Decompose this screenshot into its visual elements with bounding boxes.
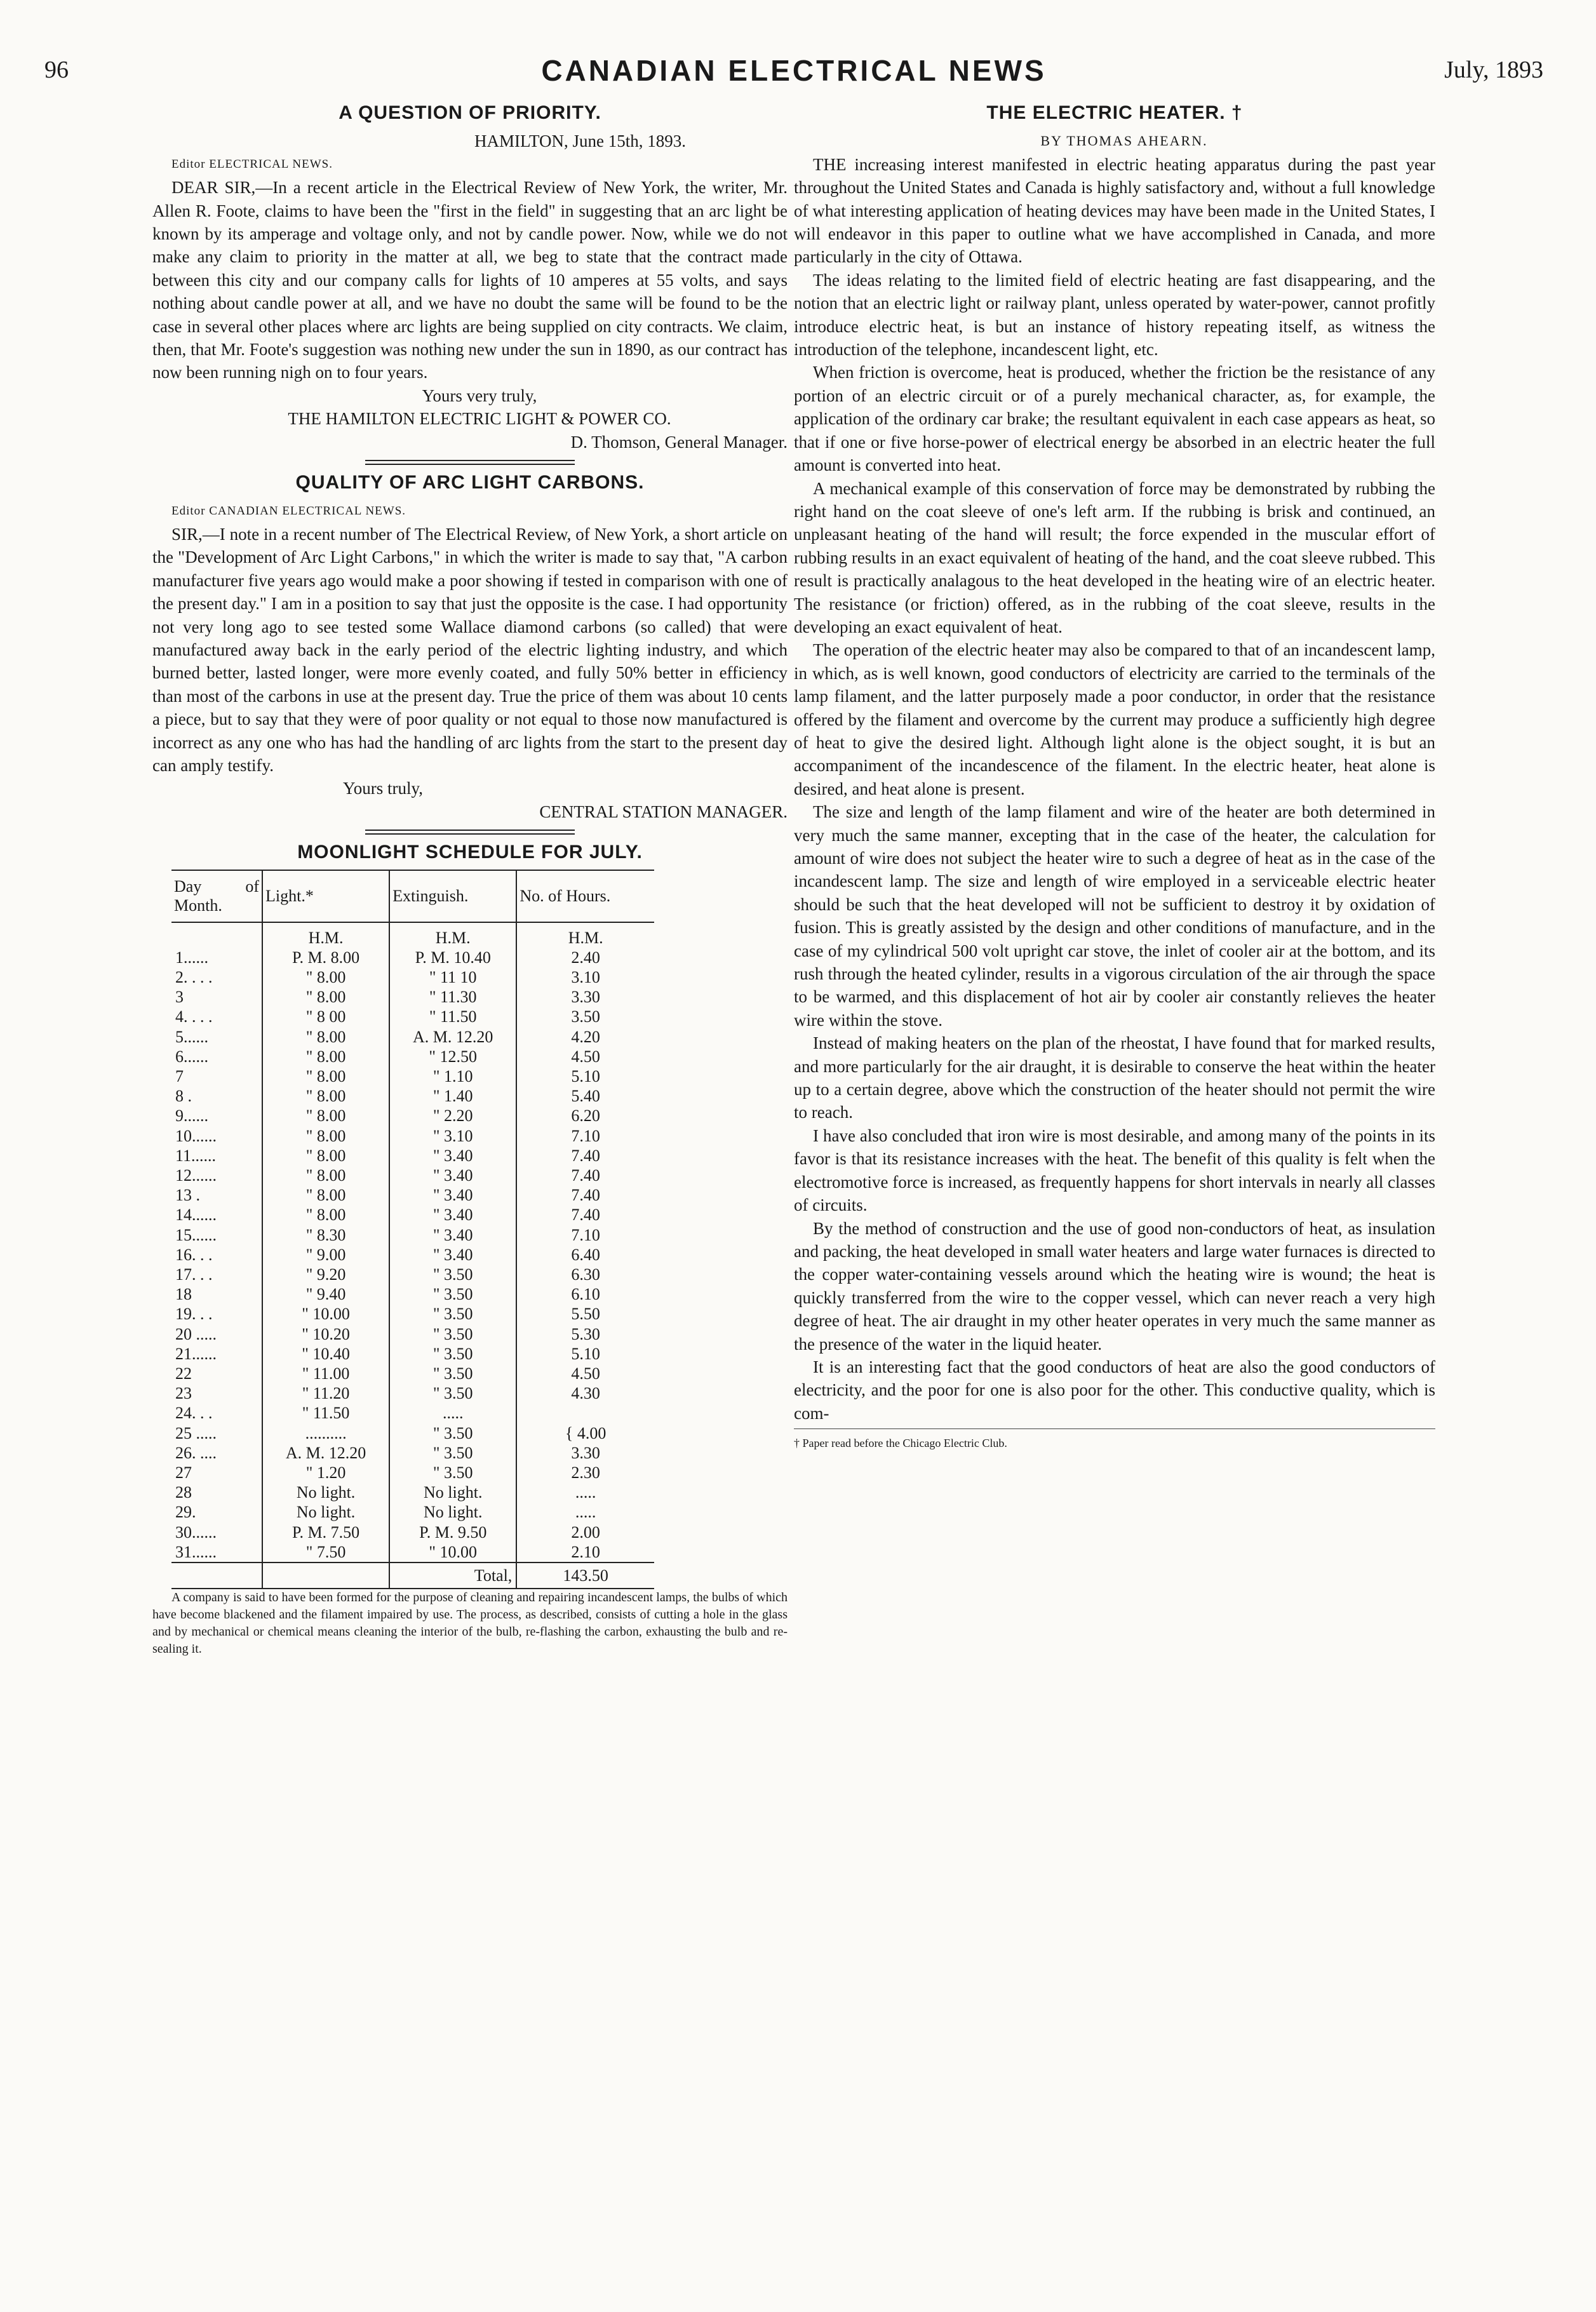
priority-company: THE HAMILTON ELECTRIC LIGHT & POWER CO. <box>288 409 671 429</box>
table-cell: " 3.50 <box>389 1284 516 1304</box>
priority-signature: D. Thomson, General Manager. <box>570 432 788 452</box>
table-cell: " 8 00 <box>262 1007 389 1026</box>
paragraph: It is an interesting fact that the good conductors of heat are also the good conductors of electricity, and the poor for one is also poor for the other. This conductive quality, which is com- <box>794 1357 1435 1423</box>
priority-title: A QUESTION OF PRIORITY. <box>339 102 601 123</box>
table-cell: " 8.00 <box>262 1185 389 1205</box>
total-label: Total, <box>389 1563 516 1589</box>
table-row <box>171 1146 654 1166</box>
table-cell: " 9.20 <box>262 1265 389 1284</box>
paragraph: The operation of the electric heater may also be compared to that of an incandescent lamp, in which, as is well known, good conductors of electricity are carried to the terminals of the lamp filament, and the latter purposely made a poor conductor, in order that the resistance offered by the filament and overcome by the current may produce a sufficiently high degree of heat to give the desired light. Although light alone is the object sought, it is but an accompaniment of the incandescence of the filament. In the electric heater, heat alone is desired, and heat alone is present. <box>794 640 1435 798</box>
table-cell: 26. .... <box>175 1443 217 1462</box>
page-number: 96 <box>44 57 69 83</box>
table-cell: P. M. 8.00 <box>262 948 389 967</box>
table-cell: " 2.20 <box>389 1106 516 1126</box>
heater-footnote: † Paper read before the Chicago Electric Club. <box>794 1428 1435 1455</box>
table-cell: 6.30 <box>516 1265 654 1284</box>
priority-closing: Yours very truly, <box>422 386 537 405</box>
priority-body: DEAR SIR,—In a recent article in the Electrical Review of New York, the writer, Mr. Allen R. Foote, claims to have been the "first in the field" in suggesting that an arc light be known by its amperage and voltage only, and not by candle power. Now, while we do not make any claim to priority in the matter at all, we beg to state that the contract made between this city and our company calls for lights of 10 amperes at 55 volts, and says nothing about candle power at all, and we have no doubt the same will be found to be the case in several other places where arc lights are being supplied on city contracts. We claim, then, that Mr. Foote's suggestion was nothing new under the sun in 1890, as our contract has now been running nigh on to four years. <box>152 178 788 382</box>
section-divider <box>365 460 575 465</box>
table-cell: " 10.00 <box>262 1304 389 1324</box>
table-cell: 7.10 <box>516 1126 654 1146</box>
table-cell: " 3.50 <box>389 1344 516 1364</box>
table-cell: " 3.50 <box>389 1383 516 1403</box>
table-cell: 7.10 <box>516 1225 654 1245</box>
table-cell: 6.40 <box>516 1245 654 1265</box>
table-cell: 5.40 <box>516 1086 654 1106</box>
table-row <box>171 1126 654 1146</box>
table-cell: A. M. 12.20 <box>262 1443 389 1463</box>
unit-cell: H.M. <box>389 922 516 948</box>
table-cell: 9...... <box>175 1106 208 1126</box>
table-row <box>171 1086 654 1106</box>
table-row <box>171 1245 654 1265</box>
heater-byline: BY THOMAS AHEARN. <box>1040 133 1208 149</box>
table-cell: 3.30 <box>516 1443 654 1463</box>
table-cell: 3.50 <box>516 1007 654 1026</box>
table-cell: P. M. 7.50 <box>262 1522 389 1542</box>
table-cell: 2.40 <box>516 948 654 967</box>
table-row <box>171 1463 654 1482</box>
table-cell: " 8.00 <box>262 1126 389 1146</box>
table-cell: " 3.40 <box>389 1205 516 1225</box>
page-header <box>44 56 1543 88</box>
table-cell: 2.10 <box>516 1542 654 1563</box>
table-cell: " 3.40 <box>389 1185 516 1205</box>
table-cell: 14...... <box>175 1206 217 1225</box>
table-row <box>171 1344 654 1364</box>
paragraph: A mechanical example of this conservation of force may be demonstrated by rubbing the right hand on the coat sleeve of one's left arm. If the rubbing is brisk and continued, an unpleasant heating of the hand will result; the force expended in the muscular effort of rubbing results in an exact equivalent of heating of the hand, and the coat sleeve rubbed. This result is practically analagous to the heat developed in the heating wire of an electric heater. The resistance (or friction) offered, as in the rubbing of the coat sleeve, results in the developing an exact equivalent of heat. <box>794 478 1435 636</box>
table-cell: " 3.50 <box>389 1265 516 1284</box>
paragraph: I have also concluded that iron wire is most desirable, and among many of the points in its favor is that its resistance increases with the heat. The benefit of this quality is felt when the electromotive force is increased, as frequently happens for short intervals in nearly all classes of circuits. <box>794 1126 1435 1215</box>
table-cell: 10...... <box>175 1126 217 1145</box>
table-cell: " 9.40 <box>262 1284 389 1304</box>
table-cell: " 9.00 <box>262 1245 389 1265</box>
table-cell: " 8.00 <box>262 987 389 1007</box>
table-row <box>171 1443 654 1463</box>
table-cell: ..... <box>516 1482 654 1502</box>
table-cell: 16. . . <box>175 1245 213 1264</box>
table-row <box>171 1482 654 1502</box>
table-row <box>171 1066 654 1086</box>
table-cell: " 11 10 <box>389 967 516 987</box>
table-cell: 4. . . . <box>175 1007 213 1026</box>
table-cell: 7 <box>175 1067 184 1086</box>
table-cell: " 3.40 <box>389 1146 516 1166</box>
paragraph: By the method of construction and the use of good non-conductors of heat, as insulation and packing, the heat developed in small water heaters and large water furnaces is directed to the copper water-containing vessels around which the heating wire is wound; the heat is quickly transferred from the wire to the copper vessel, which can never reach a very high degree of heat. The air draught in my other heater operates in very much the same manner as the presence of the water in the liquid heater. <box>794 1218 1435 1354</box>
table-cell: 24. . . <box>175 1404 213 1423</box>
table-cell: " 3.50 <box>389 1443 516 1463</box>
table-row <box>171 1304 654 1324</box>
table-cell: 3.10 <box>516 967 654 987</box>
paragraph: The size and length of the lamp filament and wire of the heater are both determined in very much the same manner, excepting that in the case of the heater, the calculation for amount of wire does not subject the heater wire to such a degree of heat as in the case of the incandescent lamp. The size and length of wire employed in a serviceable electric heater should be such that the heat developed will not be sufficient to destroy it by oxidation of fusion. This is greatly assisted by the design and other conditions of manufacture, and in the case of my cylindrical 500 volt upright car stove, the inlet of cooler air at the bottom, and its rush through the heated cylinder, results in a vigorous circulation of the air through the space to be warmed, and this displacement of hot air by cooler air constantly relieves the heater wire within the stove. <box>794 802 1435 1030</box>
paragraph: When friction is overcome, heat is produced, whether the friction be the resistance of any portion of an electric circuit or of a purely mechanical character, as, for example, the application of the ordinary car brake; the resultant equivalent in each case appears as heat, so that if one or five horse-power of electrical energy be absorbed in an electric heater the full amount is converted into heat. <box>794 363 1435 475</box>
left-column <box>152 95 788 1658</box>
table-cell: 4.50 <box>516 1047 654 1066</box>
table-cell: " 11.00 <box>262 1364 389 1383</box>
table-cell: " 11.30 <box>389 987 516 1007</box>
table-cell: " 11.50 <box>389 1007 516 1026</box>
table-cell: A. M. 12.20 <box>389 1027 516 1047</box>
table-cell: " 1.10 <box>389 1066 516 1086</box>
carbons-title: QUALITY OF ARC LIGHT CARBONS. <box>295 472 645 494</box>
table-cell: " 3.50 <box>389 1304 516 1324</box>
table-cell: 11...... <box>175 1146 217 1165</box>
table-row <box>171 1106 654 1126</box>
table-cell: 5.10 <box>516 1344 654 1364</box>
table-cell: " 11.20 <box>262 1383 389 1403</box>
table-cell: 3 <box>175 988 184 1007</box>
table-cell: 2. . . . <box>175 968 213 986</box>
table-row <box>171 1502 654 1522</box>
table-cell: 12...... <box>175 1166 217 1185</box>
table-cell: No light. <box>389 1502 516 1522</box>
table-cell: 17. . . <box>175 1265 213 1284</box>
table-cell: 23 <box>175 1384 192 1403</box>
table-row <box>171 1047 654 1066</box>
col-header-extinguish: Extinguish. <box>389 870 516 922</box>
table-cell: P. M. 9.50 <box>389 1522 516 1542</box>
issue-date: July, 1893 <box>1444 57 1543 83</box>
table-cell: " 8.30 <box>262 1225 389 1245</box>
table-row <box>171 1423 654 1443</box>
table-cell: 6.20 <box>516 1106 654 1126</box>
table-cell: 31...... <box>175 1542 217 1561</box>
carbons-body: SIR,—I note in a recent number of The Electrical Review, of New York, a short article on the "Development of Arc Light Carbons," in which the writer is made to say that, "A carbon manufacturer five years ago would make a poor showing if tested in comparison with one of the present day." I am in a position to say that just the opposite is the case. I had opportunity not very long ago to see tested some Wallace diamond carbons (so called) that were manufactured away back in the early period of the electric lighting industry, and which burned better, lasted longer, were more evenly coated, and fully 50% better in efficiency than most of the carbons in use at the present day. True the price of them was about 10 cents a piece, but to say that they were of poor quality or not equal to those now manufactured is incorrect as any one who has had the handling of arc lights from the start to the present day can amply testify. <box>152 524 788 775</box>
table-cell: 7.40 <box>516 1166 654 1185</box>
table-cell: " 3.50 <box>389 1324 516 1344</box>
paragraph: The ideas relating to the limited field of electric heating are fast disappearing, and the notion that an electric light or railway plant, unless operated by water-power, cannot profitly introduce electric heat, is but an instance of history repeating itself, as witness the introduction of the telephone, incandescent light, etc. <box>794 270 1435 360</box>
table-cell: No light. <box>262 1482 389 1502</box>
table-cell: ..... <box>516 1502 654 1522</box>
table-cell: " 8.00 <box>262 1047 389 1066</box>
table-cell: ..... <box>389 1403 516 1423</box>
unit-cell: H.M. <box>262 922 389 948</box>
table-cell: 22 <box>175 1364 192 1383</box>
table-cell: P. M. 10.40 <box>389 948 516 967</box>
table-cell: " 8.00 <box>262 967 389 987</box>
table-cell: " 8.00 <box>262 1086 389 1106</box>
table-row <box>171 1185 654 1205</box>
table-cell <box>516 1403 654 1423</box>
table-cell: No light. <box>389 1482 516 1502</box>
table-cell: " 3.40 <box>389 1225 516 1245</box>
col-header-hours: No. of Hours. <box>516 870 654 922</box>
table-cell: 1...... <box>175 948 208 967</box>
table-cell: " 8.00 <box>262 1205 389 1225</box>
table-cell: " 12.50 <box>389 1047 516 1066</box>
table-cell: 20 ..... <box>175 1324 217 1343</box>
table-cell: " 7.50 <box>262 1542 389 1563</box>
table-row <box>171 1364 654 1383</box>
table-cell: 4.50 <box>516 1364 654 1383</box>
masthead: CANADIAN ELECTRICAL NEWS <box>541 54 1047 87</box>
table-row <box>171 1383 654 1403</box>
table-cell: " 8.00 <box>262 1027 389 1047</box>
table-cell: " 8.00 <box>262 1106 389 1126</box>
table-cell: " 3.50 <box>389 1423 516 1443</box>
table-cell: 15...... <box>175 1225 217 1244</box>
table-cell: 18 <box>175 1285 192 1304</box>
table-cell: 13 . <box>175 1186 200 1205</box>
col-header-light: Light.* <box>262 870 389 922</box>
table-cell: " 10.00 <box>389 1542 516 1563</box>
table-row <box>171 1522 654 1542</box>
total-value: 143.50 <box>516 1563 654 1589</box>
table-cell: 25 ..... <box>175 1423 217 1442</box>
table-cell: 7.40 <box>516 1205 654 1225</box>
table-cell: 2.00 <box>516 1522 654 1542</box>
table-cell: 29. <box>175 1503 196 1522</box>
table-row <box>171 948 654 967</box>
table-cell: 30...... <box>175 1522 217 1542</box>
table-cell: " 3.40 <box>389 1166 516 1185</box>
table-row <box>171 987 654 1007</box>
table-row <box>171 1265 654 1284</box>
table-row <box>171 1324 654 1344</box>
table-row <box>171 967 654 987</box>
table-cell: No light. <box>262 1502 389 1522</box>
table-row <box>171 1542 654 1563</box>
moonlight-table-body <box>171 922 654 1563</box>
table-cell: 19. . . <box>175 1305 213 1324</box>
table-cell: 2.30 <box>516 1463 654 1482</box>
priority-addressee: Editor ELECTRICAL NEWS. <box>171 157 333 171</box>
table-row <box>171 1027 654 1047</box>
table-row <box>171 1403 654 1423</box>
table-row <box>171 1007 654 1026</box>
paragraph: THE increasing interest manifested in electric heating apparatus during the past year throughout the United States and Canada is highly satisfactory and, without a full knowledge of what interesting application of heating devices may have been made in the United States, I will endeavor in this paper to outline what we have accomplished in Canada, and more particularly in the city of Ottawa. <box>794 154 1435 267</box>
table-cell: 27 <box>175 1463 192 1482</box>
table-cell: 5.30 <box>516 1324 654 1344</box>
table-row <box>171 1205 654 1225</box>
right-column <box>794 95 1435 1455</box>
table-cell: 8 . <box>175 1087 192 1106</box>
table-cell: " 3.10 <box>389 1126 516 1146</box>
unit-cell <box>171 922 262 948</box>
carbons-addressee: Editor CANADIAN ELECTRICAL NEWS. <box>171 504 406 518</box>
table-cell: 5...... <box>175 1027 208 1046</box>
moonlight-table <box>171 870 654 1590</box>
table-row <box>171 1166 654 1185</box>
table-cell: { 4.00 <box>516 1423 654 1443</box>
table-cell: " 10.20 <box>262 1324 389 1344</box>
table-cell: 6.10 <box>516 1284 654 1304</box>
table-cell: 28 <box>175 1483 192 1502</box>
table-cell: " 10.40 <box>262 1344 389 1364</box>
table-cell: 4.30 <box>516 1383 654 1403</box>
unit-row <box>171 922 654 948</box>
table-cell: .......... <box>262 1423 389 1443</box>
table-cell: " 8.00 <box>262 1166 389 1185</box>
section-divider <box>365 830 575 835</box>
table-cell: 5.50 <box>516 1304 654 1324</box>
table-cell: 4.20 <box>516 1027 654 1047</box>
table-cell: 7.40 <box>516 1185 654 1205</box>
table-cell: " 1.40 <box>389 1086 516 1106</box>
unit-cell: H.M. <box>516 922 654 948</box>
table-cell: " 3.50 <box>389 1463 516 1482</box>
col-header-day: Day of Month. <box>171 870 262 922</box>
table-cell: 7.40 <box>516 1146 654 1166</box>
heater-article-body <box>794 153 1435 1425</box>
table-cell: 3.30 <box>516 987 654 1007</box>
table-cell: " 3.50 <box>389 1364 516 1383</box>
priority-dateline: HAMILTON, June 15th, 1893. <box>474 131 686 151</box>
heater-title: THE ELECTRIC HEATER. † <box>986 102 1243 123</box>
total-row <box>171 1563 654 1589</box>
lamp-repair-note: A company is said to have been formed for the purpose of cleaning and repairing incandescent lamps, the bulbs of which have become blackened and the filament impaired by use. The process, as described, consists of cutting a hole in the glass and by mechanical or chemical means cleaning the interior of the bulb, re-flashing the carbon, exhausting the bulb and re-sealing it. <box>152 1590 788 1657</box>
table-cell: 21...... <box>175 1344 217 1363</box>
table-row <box>171 1284 654 1304</box>
table-cell: " 8.00 <box>262 1146 389 1166</box>
carbons-closing: Yours truly, <box>343 779 424 798</box>
table-cell: " 3.40 <box>389 1245 516 1265</box>
table-cell: 5.10 <box>516 1066 654 1086</box>
carbons-signature: CENTRAL STATION MANAGER. <box>539 802 788 821</box>
table-row <box>171 1225 654 1245</box>
table-cell: " 8.00 <box>262 1066 389 1086</box>
paragraph: Instead of making heaters on the plan of the rheostat, I have found that for marked results, and more particularly for the air draught, it is desirable to conserve the heat within the heater up to a certain degree, above which the construction of the heater should not permit the wire to reach. <box>794 1033 1435 1122</box>
table-cell: " 1.20 <box>262 1463 389 1482</box>
table-cell: " 11.50 <box>262 1403 389 1423</box>
table-cell: 6...... <box>175 1047 208 1066</box>
moonlight-title: MOONLIGHT SCHEDULE FOR JULY. <box>297 842 643 863</box>
